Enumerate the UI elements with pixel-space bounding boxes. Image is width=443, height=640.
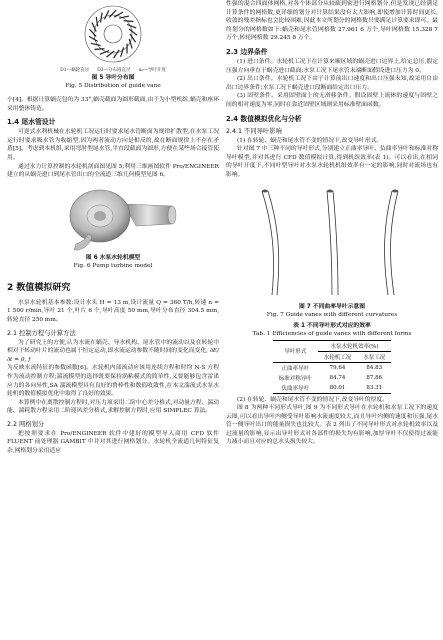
paragraph: 可逆式水利机械在水轮机工况运行时要求尾水管断面为规律扩散型,在水泵工况运行时要求吸水管为收缩型,因为两者流动方向是相反的,故在断面规律上不存在矛盾[5]。考虑到本机组,采用弯肘型尾水管,平直段截面为圆形,方便在某些场合接管使用。 <box>7 129 219 161</box>
table-header: 水泵工况 <box>363 354 386 361</box>
guide-vane <box>89 36 98 41</box>
paragraph: (2) 在转轮、蜗壳和尾水管不变的情况下,改变导叶的厚度。 <box>237 396 389 403</box>
table-cell: 87.86 <box>366 374 383 381</box>
tab1-caption: Tab. 1 Efficiencies of guide vanes with different forms <box>252 330 412 337</box>
paragraph: (1) 在转轮、蜗壳和尾水管不变的情况下,改变导叶形式。 <box>237 137 383 144</box>
guide-vane <box>114 50 120 58</box>
tab1-title: 表 1 不同导叶形式对应的效率 <box>293 322 371 329</box>
guide-vane <box>105 10 109 19</box>
guide-vane <box>91 43 101 45</box>
paragraph: 通过水力计算控制的水轮机剖面图见图 5;利用三维画图软件 Pro/ENGINEER 建立的从蜗壳进口到尾水管出口的全流道三维几何模型见图 6。 <box>7 163 219 179</box>
guide-vane <box>124 21 134 22</box>
table-cell: 83.31 <box>366 384 383 391</box>
pump-turbine-model-figure <box>38 184 188 254</box>
guide-vane <box>127 24 136 28</box>
guide-vane-distribution-figure <box>38 0 188 66</box>
table-row <box>273 383 392 394</box>
fig5-caption: Fig. 5 Distribution of guide vane <box>65 83 161 89</box>
guide-vane <box>114 12 123 17</box>
table-cell: 80.01 <box>329 384 346 391</box>
section-heading: 1.4 尾水管设计 <box>7 118 56 127</box>
paragraph-text: 为了研究上的方便,认为水流在蜗壳、导水机构、尾水管中的流动以及在转轮中相对于转动叶片的流动也属于恒定运动,即水流运动参数不随时间的变化而变化, <box>7 339 219 355</box>
fig6-caption: Fig. 6 Pump turbine model <box>73 262 153 269</box>
paragraph: 针对图 7 中三种不同的导叶形式,分别建立正曲率导叶、负曲率导叶和标准对称导叶模型,并对其进行 CFD 数值模拟计算,得到机组效率(表 1)。可以看出,在相同的导叶开度下,不同叶型导叶对水泵水轮机机组效率有一定的影响,同时对流场也有影响。 <box>226 146 438 178</box>
table-cell: 标准对称导叶 <box>278 375 312 382</box>
paragraph: 本算例中在离散控制方程时,对压力项采用二阶中心差分格式,对动量方程、湍动能、湍耗散方程采用二阶迎风差分格式,求解控制方程时,应用 SIMPLEC 算法。 <box>7 399 219 415</box>
paragraph: 图 8 为两种不同形式导叶,图 9 为不同形式导叶在水轮机和水泵工况下的速度云图,可以看出导叶内侧受导叶影响水流速度较大,而且导叶内侧的速度和压强,尾水管一侧导叶出口的能量损失也比较大。表 2 列出了不同导叶形式对水轮机效率以及过流量的影响,显示出导叶形式对各部件的损失均有影响,加厚导叶不仅使得过流能力减小而且对应的总水头损失较大。 <box>226 405 438 446</box>
paragraph: (1) 进口条件。水轮机工况下在计算来顺区域的蜗壳进口边界上,给定总压,假定压强方向垂直于蜗壳进口截面;水泵工况下尾水管末端断面假设进口压力为 0。 <box>226 58 438 74</box>
table-cell: 负曲率导叶 <box>281 385 309 392</box>
paragraph: 水泵水轮机基本参数:设计水头 H = 13 m,设计流量 Q = 360 T/h,转速 n = 1 500 r/min,导叶 21 个,叶片 6 个,导叶高度 50 mm,导叶分布直径 304.5 mm,转轮直径 250 mm。 <box>7 299 219 323</box>
left-column <box>7 0 219 456</box>
paragraph: (2) 出口条件。水轮机工况下由于计算前出口速度和出口压强未知,故采用自由出口边界条件;水泵工况下蜗壳进口段断面给定出口压力。 <box>226 76 438 91</box>
section-heading: 2.3 边界条件 <box>226 47 268 56</box>
subsection-heading: 2.2 网格划分 <box>7 420 45 428</box>
table-cell: 84.74 <box>329 374 346 381</box>
subsection-heading: 2.1 控制方程与计算方法 <box>7 329 76 337</box>
paragraph <box>7 339 219 365</box>
section-heading: 2 数值模拟研究 <box>7 282 71 293</box>
paragraph: 为反映水流特征的参数函数[6]。水轮机内部流动应该用连续方程和时均 N-S 方程作为流动控制方程;湍流模型的选择既要保持涡粘模式的简单性,又要能够包含雷诺应力的各向异性,SA 湍流模型具有良好的鲁棒性和数值收敛性,在本文湍流式水泵水轮机的数值模拟优化中取得了良好的效果。 <box>7 365 219 398</box>
table-header: 水轮机工况 <box>323 354 352 361</box>
table-row <box>273 362 392 373</box>
equation-symbol: f <box>28 356 31 363</box>
table-cell: 79.64 <box>329 364 346 371</box>
section-heading: 2.4 数值模拟优化与分析 <box>226 114 302 123</box>
table-header: 导叶形式 <box>273 340 318 362</box>
fig5-title: 图 5 导叶分布图 <box>91 75 135 81</box>
paragraph: 把按照要求在 Pro/ENGINEER 软件中建好的模型导入商用 CFD 软件 FLUENT 前处理器 GAMBIT 中并对其进行网格划分。水轮机全流道几何特征复杂,网格划分采用适应 <box>7 430 219 455</box>
table-header: 水泵水轮机效率(%) <box>318 340 392 351</box>
fig5-legend-item: D3—分布圆直径 <box>97 68 131 73</box>
paragraph: 性强的混合四面体网格,对各个体部分从较疏到密进行网格划分,但是发现已经满足计算条件的网格数,更详细的划分对计算结果没有太大影响,即使增加计算时间更长,收敛的残差指标也会比较困难,因此本文所划分的网格数只要满足计算要求即可。最终划分的网格数如下:蜗壳和尾水管网格数 27.961 6 万个,导叶网格数 15.328 7 万个,转轮网格数 29.245 8 万个。 <box>226 1 438 42</box>
table-cell: 84.83 <box>366 364 383 371</box>
efficiency-table <box>273 340 392 394</box>
fig7-caption: Fig. 7 Guide vanes with different curvatures <box>266 311 398 318</box>
guide-vane <box>95 49 105 50</box>
fig5-legend-item: D1—蜗轮直径 <box>60 68 90 73</box>
paragraph: 小[4]。根据计算蜗壳包角为 33°,蜗壳截面为圆形截面,由于为小型机组,蜗壳和座环采用整体铸造。 <box>7 97 219 112</box>
table-row <box>273 373 392 383</box>
fig6-title: 图 6 水泵水轮机模型 <box>85 254 141 261</box>
subsection-heading: 2.4.1 不同导叶影响 <box>226 127 282 135</box>
fig5-legend <box>7 67 219 73</box>
equation: ∂E/∂t = 0, <box>7 348 220 363</box>
fig7-title: 图 7 不同曲率导叶示意图 <box>298 303 366 310</box>
paragraph: (3) 固壁条件。采用固壁面上的无滑移条件。假设固壁上流体的速度与固壁之间的相对速度为零,同时在靠近固壁区域则采用标准壁面函数。 <box>226 93 438 108</box>
guide-vane <box>101 13 103 23</box>
guide-vane <box>121 47 124 56</box>
fig5-legend-item: α₀—导叶开度 <box>138 68 166 73</box>
guide-vane <box>106 51 114 57</box>
right-column <box>226 0 438 447</box>
guide-vane-curvature-figure <box>232 183 432 303</box>
table-cell: 正曲率导叶 <box>281 365 309 372</box>
